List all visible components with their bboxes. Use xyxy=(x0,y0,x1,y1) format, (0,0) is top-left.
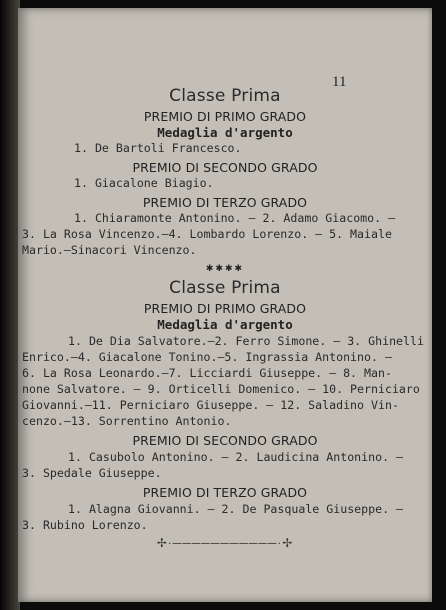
section1-premio-secondo-list: 1. Giacalone Biagio. xyxy=(74,176,214,190)
book-page xyxy=(18,8,432,602)
section1-premio-terzo-heading: PREMIO DI TERZO GRADO xyxy=(142,195,308,210)
section2-premio-primo-line: cenzo.—13. Sorrentino Antonio. xyxy=(22,414,232,428)
section1-title: Classe Prima xyxy=(169,86,281,106)
section2-medaglia-heading: Medaglia d'argento xyxy=(157,317,293,332)
book-gutter xyxy=(0,0,20,610)
end-ornament: ✢·───────────·✢ xyxy=(156,536,294,550)
section1-premio-secondo-heading: PREMIO DI SECONDO GRADO xyxy=(132,160,318,175)
section2-premio-primo-line: none Salvatore. — 9. Orticelli Domenico. — 10. Perniciaro xyxy=(22,382,420,396)
section2-premio-terzo-line: 3. Rubino Lorenzo. xyxy=(22,518,148,532)
section2-title: Classe Prima xyxy=(169,278,281,298)
section2-premio-secondo-heading: PREMIO DI SECONDO GRADO xyxy=(132,433,318,448)
section2-premio-primo-line: 6. La Rosa Leonardo.—7. Licciardi Giuseppe. — 8. Man- xyxy=(22,366,392,380)
section2-premio-primo-heading: PREMIO DI PRIMO GRADO xyxy=(143,301,307,316)
section2-premio-primo-line: Giovanni.—11. Perniciaro Giuseppe. — 12. Saladino Vin- xyxy=(22,398,399,412)
section-separator-stars: ✱✱✱✱ xyxy=(205,263,245,273)
section1-medaglia-heading: Medaglia d'argento xyxy=(157,125,293,140)
section2-premio-primo-line: Enrico.—4. Giacalone Tonino.—5. Ingrassia Antonino. — xyxy=(22,350,392,364)
section1-premio-terzo-line: 1. Chiaramonte Antonino. — 2. Adamo Giacomo. — xyxy=(74,211,396,225)
section1-premio-primo-list: 1. De Bartoli Francesco. xyxy=(74,141,242,155)
section2-premio-terzo-line: 1. Alagna Giovanni. — 2. De Pasquale Giuseppe. — xyxy=(68,502,404,516)
section1-premio-primo-heading: PREMIO DI PRIMO GRADO xyxy=(143,109,307,124)
section2-premio-terzo-heading: PREMIO DI TERZO GRADO xyxy=(142,485,308,500)
section2-premio-secondo-line: 3. Spedale Giuseppe. xyxy=(22,466,162,480)
section1-premio-terzo-line: Mario.—Sinacori Vincenzo. xyxy=(22,243,197,257)
section2-premio-primo-line: 1. De Dia Salvatore.—2. Ferro Simone. — 3. Ghinelli xyxy=(68,334,424,348)
section1-premio-terzo-line: 3. La Rosa Vincenzo.—4. Lombardo Lorenzo. — 5. Maiale xyxy=(22,227,392,241)
section2-premio-secondo-line: 1. Casubolo Antonino. — 2. Laudicina Antonino. — xyxy=(68,450,404,464)
page-number: 11 xyxy=(332,74,347,90)
